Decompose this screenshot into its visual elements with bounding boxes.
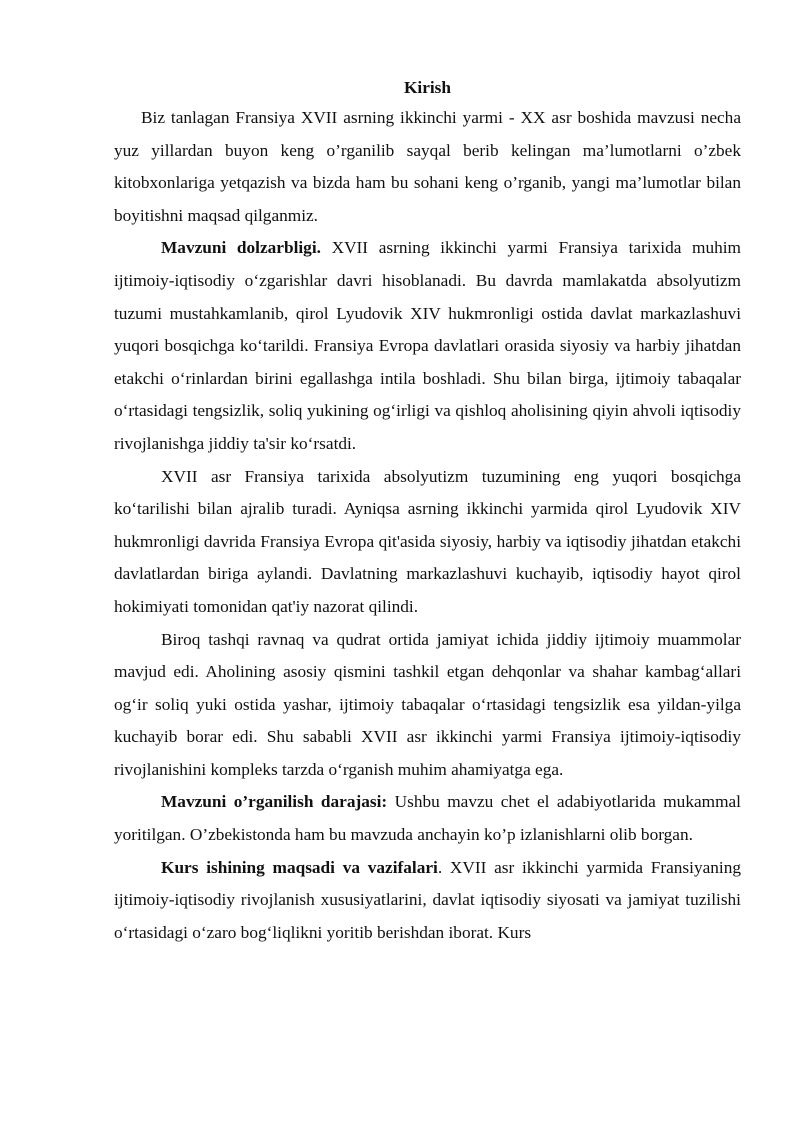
paragraph-text: Ushbu mavzu chet el adabiyotlarida mukammal yoritilgan. O’zbekistonda ham bu mavzuda anchayin ko’p izlanishlarni olib borgan.: [114, 792, 741, 845]
paragraph-text: Biroq tashqi ravnaq va qudrat ortida jamiyat ichida jiddiy ijtimoiy muammolar mavjud edi. Aholining asosiy qismini tashkil etgan dehqonlar va shahar kambag‘allari og‘ir soliq yuki ostida yashar, ijtimoiy tabaqalar o‘rtasidagi tengsizlik esa yildan-yilga kuchayib borar edi. Shu sababli XVII asr ikkinchi yarmi Fransiya ijtimoiy-iqtisodiy rivojlanishini kompleks tarzda o‘rganish muhim ahamiyatga ega.: [114, 629, 741, 779]
paragraph-intro: [114, 102, 741, 232]
paragraph-text: Biz tanlagan Fransiya XVII asrning ikkinchi yarmi - XX asr boshida mavzusi necha yuz yillardan buyon keng o’rganilib sayqal berib kelingan ma’lumotlarni o’zbek kitobxonlariga yetqazish va bizda ham bu sohani keng o’rganib, yangi ma’lumotlar bilan boyitishni maqsad qilganmiz.: [114, 108, 741, 225]
paragraph-text: XVII asrning ikkinchi yarmi Fransiya tarixida muhim ijtimoiy-iqtisodiy o‘zgarishlar davri hisoblanadi. Bu davrda mamlakatda absolyutizm tuzumi mustahkamlanib, qirol Lyudovik XIV hukmronligi ostida davlat markazlashuvi yuqori bosqichga ko‘tarildi. Fransiya Evropa davlatlari orasida siyosiy va harbiy jihatdan etakchi o‘rinlardan birini egallashga intila boshladi. Shu bilan birga, ijtimoiy tabaqalar o‘rtasidagi tengsizlik, soliq yukining og‘irligi va qishloq aholisining qiyin ahvoli iqtisodiy rivojlanishga jiddiy ta'sir ko‘rsatdi.: [114, 238, 742, 453]
paragraph-relevance: [114, 232, 741, 460]
paragraph-goals: [114, 852, 741, 950]
paragraph-social-problems: [114, 624, 741, 787]
paragraph-lead: Mavzuni o’rganilish darajasi:: [161, 792, 388, 812]
document-page: [114, 74, 741, 949]
paragraph-lead: Mavzuni dolzarbligi.: [161, 238, 321, 258]
paragraph-text: XVII asr Fransiya tarixida absolyutizm tuzumining eng yuqori bosqichga ko‘tarilishi bilan ajralib turadi. Ayniqsa asrning ikkinchi yarmida qirol Lyudovik XIV hukmronligi davrida Fransiya Evropa qit'asida siyosiy, harbiy va iqtisodiy jihatdan etakchi davlatlardan biriga aylandi. Davlatning markazlashuvi kuchayib, iqtisodiy hayot qirol hokimiyati tomonidan qat'iy nazorat qilindi.: [114, 466, 741, 616]
paragraph-lead: Kurs ishining maqsadi va vazifalari: [161, 857, 438, 877]
paragraph-study-level: [114, 786, 741, 851]
paragraph-text: . XVII asr ikkinchi yarmida Fransiyaning ijtimoiy-iqtisodiy rivojlanish xususiyatlarini, davlat iqtisodiy siyosati va jamiyat tuzilishi o‘rtasidagi o‘zaro bog‘liqlikni yoritib berishdan iborat. Kurs: [114, 857, 741, 942]
page-title: Kirish: [403, 78, 452, 97]
paragraph-absolutism: [114, 461, 741, 624]
